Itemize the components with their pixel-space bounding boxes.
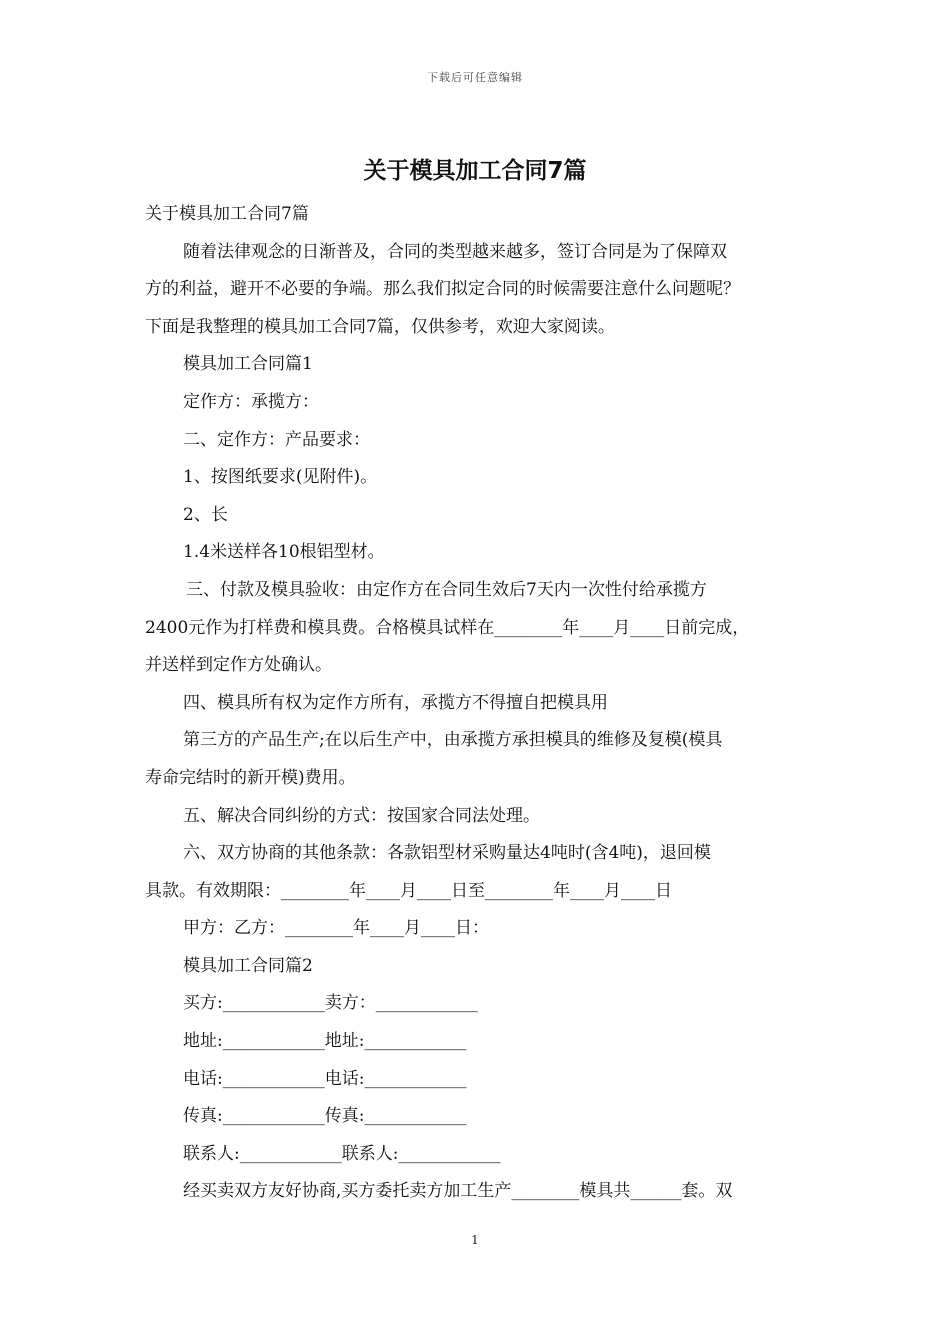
text-line: 经买卖双方友好协商,买方委托卖方加工生产________模具共______套。双 [183, 1181, 733, 1202]
text-line: 电话:____________电话:____________ [183, 1068, 467, 1089]
text-line: 定作方：承揽方： [183, 391, 319, 412]
text-line: 关于模具加工合同7篇 [145, 204, 309, 224]
text-line: 甲方：乙方：________年____月____日： [183, 918, 489, 939]
document-title: 关于模具加工合同7篇 [363, 158, 587, 184]
text-line: 并送样到定作方处确认。 [145, 655, 332, 676]
text-line: 四、模具所有权为定作方所有，承揽方不得擅自把模具用 [183, 692, 608, 713]
text-line: 寿命完结时的新开模)费用。 [145, 767, 356, 788]
text-line: 下面是我整理的模具加工合同7篇，仅供参考，欢迎大家阅读。 [145, 316, 615, 337]
text-line: 买方:____________卖方：____________ [183, 993, 478, 1014]
document-body [145, 196, 810, 1211]
text-line: 1、按图纸要求(见附件)。 [183, 467, 378, 488]
text-line: 模具加工合同篇2 [183, 955, 313, 976]
text-line: 模具加工合同篇1 [183, 354, 313, 375]
text-line: 2400元作为打样费和模具费。合格模具试样在________年____月____日前完成， [145, 617, 750, 638]
page-header-note: 下载后可任意编辑 [427, 71, 523, 84]
text-line: 第三方的产品生产;在以后生产中，由承揽方承担模具的维修及复模(模具 [183, 730, 723, 751]
text-line: 具款。有效期限：________年____月____日至________年____月____日 [145, 880, 672, 901]
text-line: 传真:____________传真:____________ [183, 1106, 467, 1127]
text-line: 1.4米送样各10根铝型材。 [183, 542, 385, 563]
text-line: 三、付款及模具验收：由定作方在合同生效后7天内一次性付给承揽方 [186, 579, 707, 600]
text-line: 二、定作方：产品要求： [183, 429, 370, 450]
text-line: 五、解决合同纠纷的方式：按国家合同法处理。 [183, 805, 540, 826]
text-line: 地址:____________地址:____________ [183, 1031, 467, 1052]
text-line: 方的利益，避开不必要的争端。那么我们拟定合同的时候需要注意什么问题呢？ [145, 279, 740, 300]
text-line: 联系人:____________联系人:____________ [183, 1143, 501, 1164]
page-number: 1 [471, 1233, 479, 1247]
text-line: 随着法律观念的日渐普及，合同的类型越来越多，签订合同是为了保障双 [183, 241, 727, 262]
text-line: 2、长 [183, 504, 228, 525]
text-line: 六、双方协商的其他条款：各款铝型材采购量达4吨时(含4吨)，退回模 [183, 843, 711, 864]
